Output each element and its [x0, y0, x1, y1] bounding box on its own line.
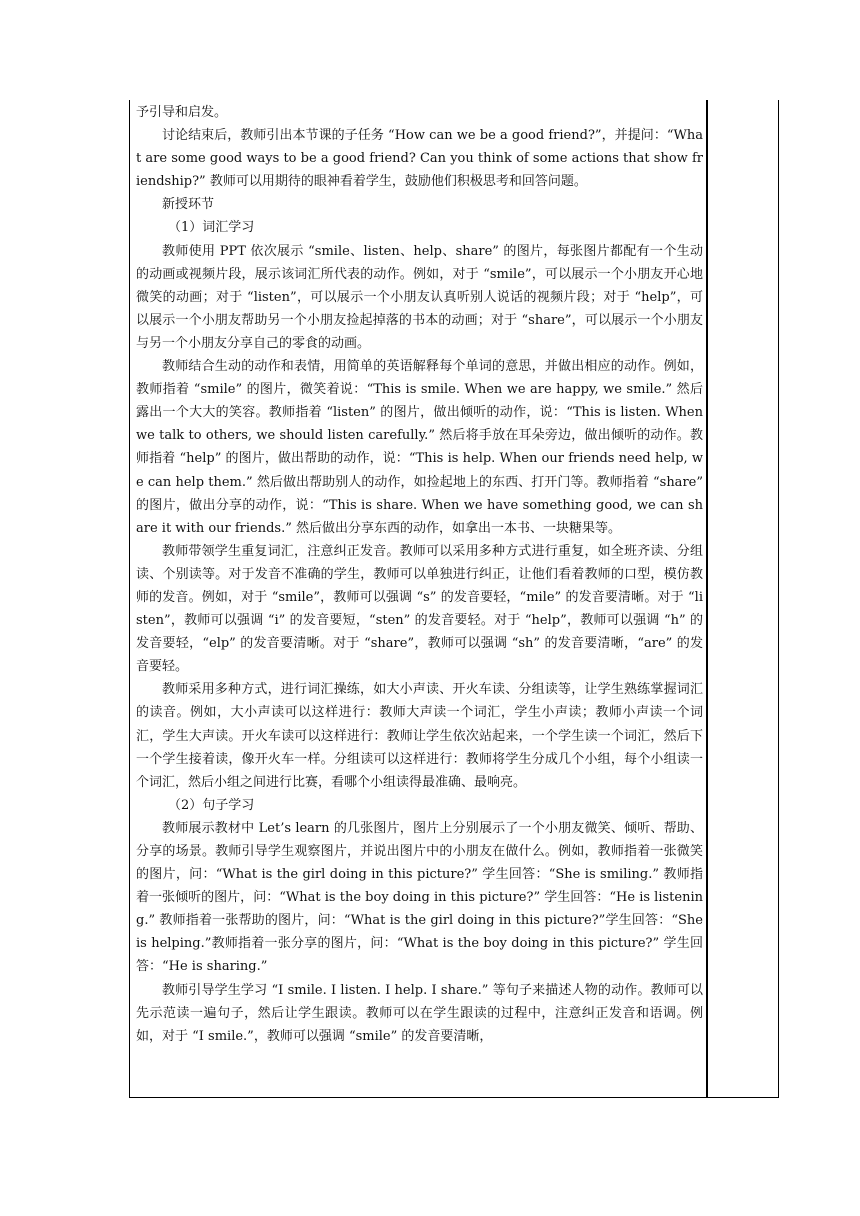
table-border-bottom-right: [707, 1097, 779, 1098]
paragraph: 教师使用 PPT 依次展示 “smile、listen、help、share” 的图片，每张图片都配有一个生动的动画或视频片段，展示该词汇所代表的动作。例如，对于 “smile”，可以展示一个小朋友开心地微笑的动画；对于 “listen”，可以展示一个小朋友认真听别人说话的视频片段；对于 “help”，可以展示一个小朋友帮助另一个小朋友捡起掉落的书本的动画；对于 “share”，可以展示一个小朋友与另一个小朋友分享自己的零食的动画。: [136, 243, 703, 351]
table-border-outer: [778, 100, 779, 1098]
table-border-left: [129, 100, 130, 1098]
table-border-bottom: [129, 1097, 707, 1098]
subsection-heading: （1）词汇学习: [168, 220, 255, 236]
paragraph: 教师结合生动的动作和表情，用简单的英语解释每个单词的意思，并做出相应的动作。例如，教师指着 “smile” 的图片，微笑着说：“This is smile. When we are happy, we smile.” 然后露出一个大大的笑容。教师指着 “listen” 的图片，做出倾听的动作，说：“This is listen. When we talk to others, we should listen carefully.” 然后将手放在耳朵旁边，做出倾听的动作。教师指着 “help” 的图片，做出帮助的动作，说：“This is help. When our friends need help, we can help them.” 然后做出帮助别人的动作，如捡起地上的东西、打开门等。教师指着 “share” 的图片，做出分享的动作，说：“This is share. When we have something good, we can share it with our friends.” 然后做出分享东西的动作，如拿出一本书、一块糖果等。: [136, 359, 703, 536]
lesson-content-cell: [136, 101, 703, 1048]
subsection-heading: （2）句子学习: [168, 797, 255, 813]
paragraph: 予引导和启发。: [136, 105, 228, 120]
table-border-right: [707, 100, 708, 1098]
paragraph: 教师带领学生重复词汇，注意纠正发音。教师可以采用多种方式进行重复，如全班齐读、分组读、个别读等。对于发音不准确的学生，教师可以单独进行纠正，让他们看着教师的口型，模仿教师的发音。例如，对于 “smile”，教师可以强调 “s” 的发音要轻，“mile” 的发音要清晰。对于 “listen”，教师可以强调 “i” 的发音要短，“sten” 的发音要轻。对于 “help”，教师可以强调 “h” 的发音要轻，“elp” 的发音要清晰。对于 “share”，教师可以强调 “sh” 的发音要清晰，“are” 的发音要轻。: [136, 543, 703, 675]
paragraph: 教师展示教材中 Let’s learn 的几张图片，图片上分别展示了一个小朋友微笑、倾听、帮助、分享的场景。教师引导学生观察图片，并说出图片中的小朋友在做什么。例如，教师指着一张微笑的图片，问：“What is the girl doing in this picture?” 学生回答：“She is smiling.” 教师指着一张倾听的图片，问：“What is the boy doing in this picture?” 学生回答：“He is listening.” 教师指着一张帮助的图片，问：“What is the girl doing in this picture?”学生回答：“She is helping.”教师指着一张分享的图片，问：“What is the boy doing in this picture?” 学生回答：“He is sharing.”: [136, 820, 703, 975]
paragraph: 讨论结束后，教师引出本节课的子任务 “How can we be a good friend?”，并提问：“What are some good ways to be a good friend? Can you think of some actions that show friendship?” 教师可以用期待的眼神看着学生，鼓励他们积极思考和回答问题。: [136, 128, 703, 190]
paragraph: 教师引导学生学习 “I smile. I listen. I help. I share.” 等句子来描述人物的动作。教师可以先示范读一遍句子，然后让学生跟读。教师可以在学生跟读的过程中，注意纠正发音和语调。例如，对于 “I smile.”，教师可以强调 “smile” 的发音要清晰，: [136, 982, 703, 1044]
section-heading: 新授环节: [162, 197, 215, 213]
paragraph: 教师采用多种方式，进行词汇操练，如大小声读、开火车读、分组读等，让学生熟练掌握词汇的读音。例如，大小声读可以这样进行：教师大声读一个词汇，学生小声读；教师小声读一个词汇，学生大声读。开火车读可以这样进行：教师让学生依次站起来，一个学生读一个词汇，然后下一个学生接着读，像开火车一样。分组读可以这样进行：教师将学生分成几个小组，每个小组读一个词汇，然后小组之间进行比赛，看哪个小组读得最准确、最响亮。: [136, 682, 703, 790]
